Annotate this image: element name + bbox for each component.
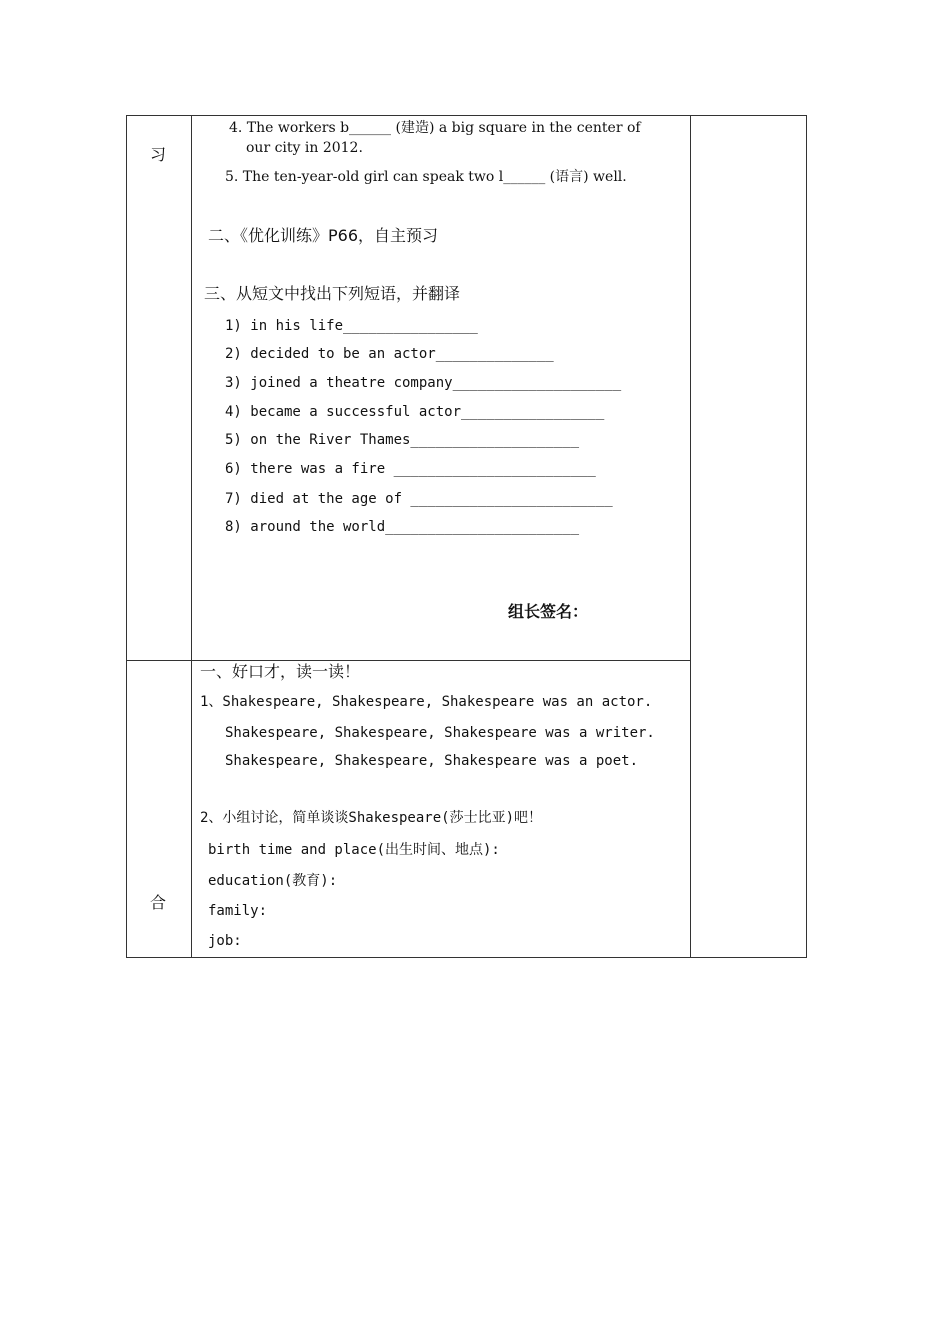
phrase-1: 1) in his life________________	[225, 318, 478, 334]
field-job: job:	[208, 933, 242, 949]
phrase-5: 5) on the River Thames____________________	[225, 432, 580, 448]
phrase-7: 7) died at the age of ________________________	[225, 491, 613, 507]
phrase-4: 4) became a successful actor_________________	[225, 404, 605, 420]
section2-heading: 一、好口才，读一读！	[200, 662, 361, 681]
phrase-8: 8) around the world_______________________	[225, 519, 580, 535]
table-top-border	[126, 115, 807, 116]
chant-line-1: 1、Shakespeare, Shakespeare, Shakespeare was an actor.	[200, 694, 653, 710]
section1-side-label: 习	[150, 145, 167, 164]
chant-line-2: Shakespeare, Shakespeare, Shakespeare was a writer.	[225, 725, 655, 741]
question-5: 5. The ten-year-old girl can speak two l______ (语言) well.	[225, 169, 627, 185]
question-4-line-1: 4. The workers b______ (建造) a big square in the center of	[229, 120, 641, 136]
phrase-3: 3) joined a theatre company____________________	[225, 375, 622, 391]
table-bottom-border	[126, 957, 807, 958]
table-left-border	[126, 115, 127, 958]
field-education: education(教育):	[208, 873, 338, 889]
phrase-6: 6) there was a fire ________________________	[225, 461, 596, 477]
section2-side-label: 合	[150, 893, 167, 912]
group-leader-signature: 组长签名：	[508, 602, 589, 621]
field-family: family:	[208, 903, 268, 919]
column-divider-1	[191, 115, 192, 958]
phrase-2: 2) decided to be an actor______________	[225, 346, 554, 362]
table-right-border	[806, 115, 807, 958]
chant-line-3: Shakespeare, Shakespeare, Shakespeare was a poet.	[225, 753, 639, 769]
question-4-line-2: our city in 2012.	[246, 140, 363, 156]
discussion-prompt: 2、小组讨论，简单谈谈Shakespeare(莎士比亚)吧！	[200, 810, 543, 826]
task-2-heading: 二、《优化训练》P66，自主预习	[208, 226, 439, 245]
column-divider-2	[690, 115, 691, 958]
task-3-heading: 三、从短文中找出下列短语，并翻译	[204, 284, 461, 303]
field-birth: birth time and place(出生时间、地点):	[208, 842, 500, 858]
row-divider	[126, 660, 691, 661]
